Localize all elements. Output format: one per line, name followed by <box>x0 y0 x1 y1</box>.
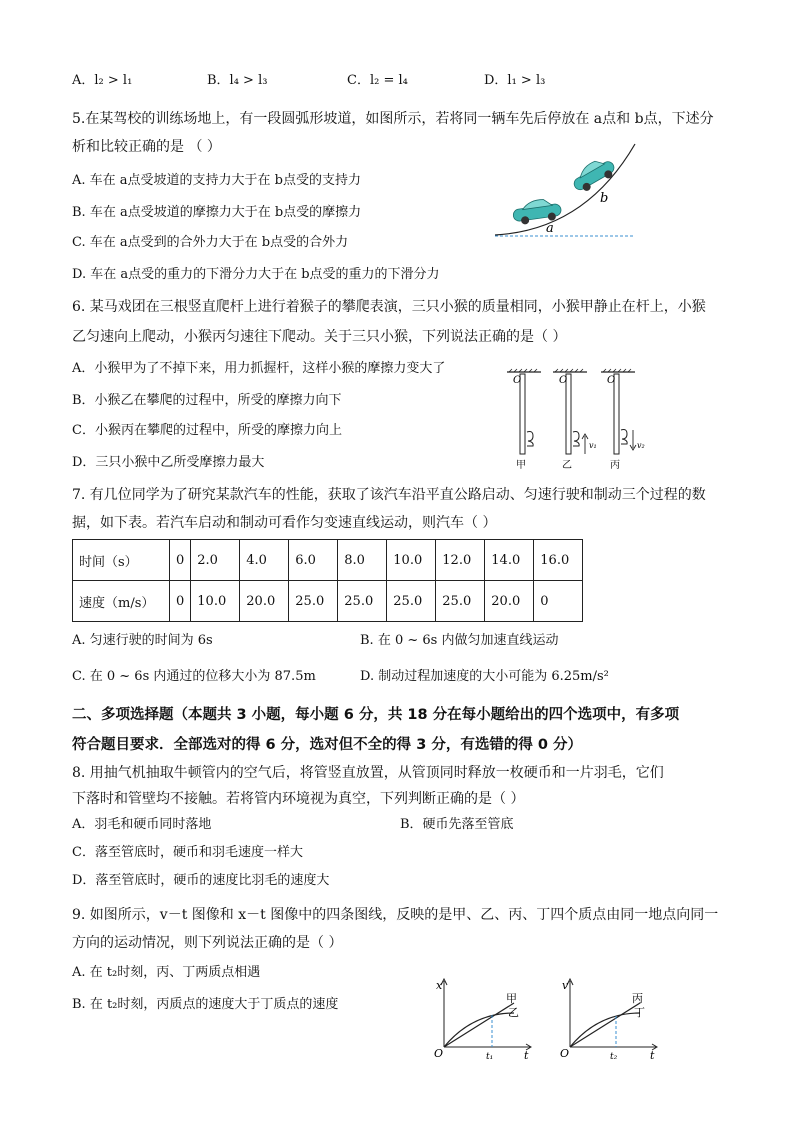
q5-option-b: B. 车在 a点受坡道的摩擦力大于在 b点受的摩擦力 <box>72 205 362 220</box>
table-cell: 20.0 <box>240 581 289 622</box>
curve-label-jia: 甲 <box>506 992 517 1005</box>
q7-option-d: D. 制动过程加速度的大小可能为 6.25m/s² <box>360 669 609 684</box>
q6-option-c: C．小猴丙在攀爬的过程中，所受的摩擦力向上 <box>72 423 342 438</box>
table-cell: 20.0 <box>485 581 534 622</box>
q7-stem-line2: 据，如下表。若汽车启动和制动可看作匀变速直线运动，则汽车（ ） <box>72 515 497 531</box>
table-cell: 14.0 <box>485 540 534 581</box>
x-axis-label: t <box>650 1049 655 1062</box>
table-cell: 0 <box>534 581 583 622</box>
table-header-time: 时间（s） <box>73 540 170 581</box>
table-cell: 25.0 <box>338 581 387 622</box>
q8-stem-line2: 下落时和管壁均不接触。若将管内环境视为真空，下列判断正确的是（ ） <box>72 791 525 807</box>
pole-o-label-3: O <box>607 375 616 386</box>
table-header-speed: 速度（m/s） <box>73 581 170 622</box>
pole-label-jia: 甲 <box>516 460 526 471</box>
table-cell: 25.0 <box>289 581 338 622</box>
monkey-yi <box>573 432 579 447</box>
curve-label-yi: 乙 <box>508 1006 519 1019</box>
table-cell: 0 <box>170 581 191 622</box>
q5-slope-arc <box>495 144 635 235</box>
q6-pole-figure <box>505 368 655 472</box>
q9-vt-graph <box>558 975 663 1061</box>
curve-bing <box>570 1003 640 1047</box>
q6-stem-line1: 6. 某马戏团在三根竖直爬杆上进行着猴子的攀爬表演，三只小猴的质量相同，小猴甲静止在杆上，小猴 <box>72 299 706 315</box>
q8-stem-line1: 8. 用抽气机抽取牛顿管内的空气后，将管竖直放置，从管顶同时释放一枚硬币和一片羽毛，它们 <box>72 765 664 781</box>
y-axis-label: v <box>562 979 569 992</box>
pole-label-yi: 乙 <box>562 460 572 471</box>
q8-option-c: C．落至管底时，硬币和羽毛速度一样大 <box>72 845 303 860</box>
curve-jia <box>444 1003 514 1047</box>
table-cell: 12.0 <box>436 540 485 581</box>
q7-stem-line1: 7. 有几位同学为了研究某款汽车的性能，获取了该汽车沿平直公路启动、匀速行驶和制动三个过程的数 <box>72 487 706 503</box>
q4-option-d: D．l₁ > l₃ <box>484 73 546 88</box>
section2-heading-line1: 二、多项选择题（本题共 3 小题，每小题 6 分，共 18 分在每小题给出的四个选项中，有多项 <box>72 707 680 723</box>
q4-option-b: B．l₄ > l₃ <box>207 73 268 88</box>
q6-option-d: D．三只小猴中乙所受摩擦力最大 <box>72 455 265 470</box>
table-cell: 2.0 <box>191 540 240 581</box>
table-cell: 16.0 <box>534 540 583 581</box>
q8-option-a: A．羽毛和硬币同时落地 <box>72 817 212 832</box>
q8-option-d: D．落至管底时，硬币的速度比羽毛的速度大 <box>72 873 330 888</box>
table-cell: 4.0 <box>240 540 289 581</box>
table-row-speed <box>73 581 583 622</box>
pole-yi <box>553 369 597 471</box>
table-cell: 25.0 <box>387 581 436 622</box>
q5-slope-figure <box>490 140 640 245</box>
pole-o-label-2: O <box>559 375 568 386</box>
curve-label-bing: 丙 <box>632 992 643 1005</box>
pole-bing <box>601 369 645 471</box>
monkey-jia <box>527 432 533 447</box>
t2-label: t₂ <box>610 1052 618 1062</box>
q5-option-c: C. 车在 a点受到的合外力大于在 b点受的合外力 <box>72 235 349 250</box>
q8-option-b: B．硬币先落至管底 <box>400 817 514 832</box>
y-axis-label: x <box>436 979 443 992</box>
table-cell: 25.0 <box>436 581 485 622</box>
v2-label: v₂ <box>637 441 645 450</box>
table-cell: 8.0 <box>338 540 387 581</box>
t1-label: t₁ <box>486 1052 494 1062</box>
q5-car-b <box>569 154 618 195</box>
q5-stem-line1: 5.在某驾校的训练场地上，有一段圆弧形坡道，如图所示，若将同一辆车先后停放在 a点和 b点，下述分 <box>72 111 714 127</box>
curve-label-ding: 丁 <box>634 1006 645 1019</box>
q7-data-table <box>72 539 583 622</box>
q9-stem-line2: 方向的运动情况，则下列说法正确的是（ ） <box>72 935 343 951</box>
pole-o-label-1: O <box>513 375 522 386</box>
pole-label-bing: 丙 <box>610 460 620 471</box>
q6-option-b: B．小猴乙在攀爬的过程中，所受的摩擦力向下 <box>72 393 342 408</box>
v1-label: v₁ <box>589 441 597 450</box>
q4-option-a: A．l₂ > l₁ <box>72 73 133 88</box>
table-cell: 10.0 <box>387 540 436 581</box>
q4-option-c: C．l₂ = l₄ <box>347 73 408 88</box>
table-cell: 10.0 <box>191 581 240 622</box>
q9-stem-line1: 9. 如图所示，v－t 图像和 x－t 图像中的四条图线，反映的是甲、乙、丙、丁四个质点由同一地点向同一 <box>72 907 719 923</box>
q6-option-a: A．小猴甲为了不掉下来，用力抓握杆，这样小猴的摩擦力变大了 <box>72 361 446 376</box>
q7-option-b: B. 在 0 ~ 6s 内做匀加速直线运动 <box>360 633 559 648</box>
q9-option-b: B. 在 t₂时刻，丙质点的速度大于丁质点的速度 <box>72 997 339 1012</box>
q5-option-d: D. 车在 a点受的重力的下滑分力大于在 b点受的重力的下滑分力 <box>72 267 440 282</box>
origin-label: O <box>434 1047 444 1060</box>
q6-stem-line2: 乙匀速向上爬动，小猴丙匀速往下爬动。关于三只小猴，下列说法正确的是（ ） <box>72 329 567 345</box>
curve-yi <box>444 1013 514 1047</box>
curve-ding <box>570 1013 640 1047</box>
q7-option-c: C. 在 0 ~ 6s 内通过的位移大小为 87.5m <box>72 669 316 684</box>
table-cell: 0 <box>170 540 191 581</box>
section2-heading-line2: 符合题目要求．全部选对的得 6 分，选对但不全的得 3 分，有选错的得 0 分） <box>72 737 583 753</box>
monkey-bing <box>621 430 627 445</box>
table-row-time <box>73 540 583 581</box>
q5-stem-line2: 析和比较正确的是 （ ） <box>72 139 221 155</box>
table-cell: 6.0 <box>289 540 338 581</box>
origin-label: O <box>560 1047 570 1060</box>
q9-option-a: A. 在 t₂时刻，丙、丁两质点相遇 <box>72 965 261 980</box>
q5-option-a: A. 车在 a点受坡道的支持力大于在 b点受的支持力 <box>72 173 361 188</box>
q7-option-a: A. 匀速行驶的时间为 6s <box>72 633 213 648</box>
x-axis-label: t <box>524 1049 529 1062</box>
q9-xt-graph <box>432 975 537 1061</box>
pole-jia <box>507 369 541 471</box>
q5-label-b: b <box>600 191 609 206</box>
q5-label-a: a <box>546 221 554 236</box>
